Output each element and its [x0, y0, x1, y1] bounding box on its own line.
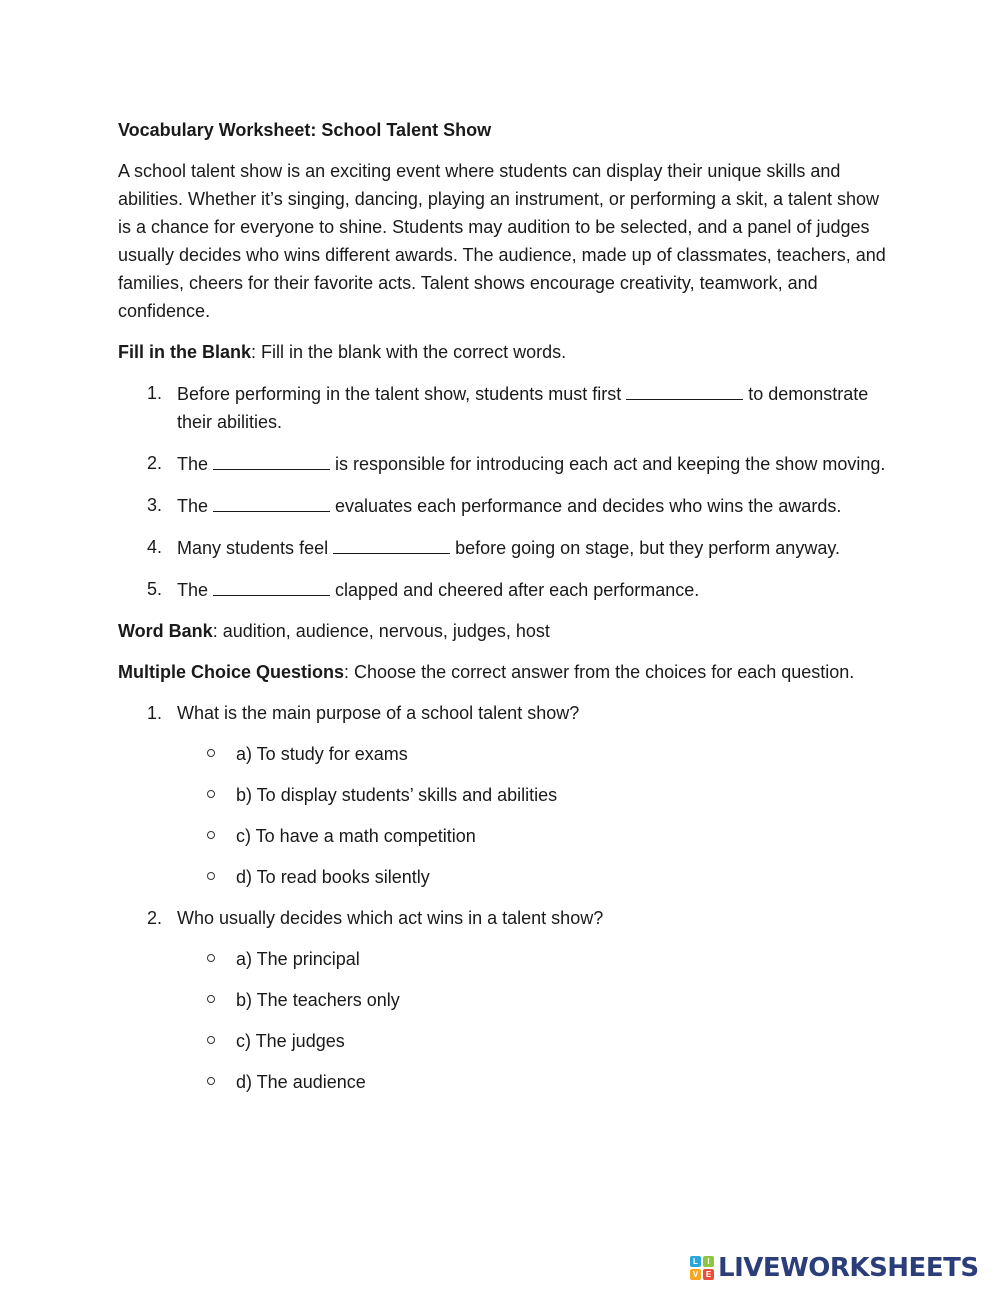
choice-option[interactable]: d) To read books silently — [177, 863, 888, 891]
logo-mark-icon — [690, 1256, 714, 1280]
circle-bullet-icon — [207, 749, 215, 757]
logo-mark-letter: L — [690, 1256, 701, 1267]
logo-mark-letter: V — [690, 1269, 701, 1280]
word-bank-heading: Word Bank — [118, 621, 213, 641]
answer-blank[interactable] — [213, 449, 330, 470]
circle-bullet-icon — [207, 831, 215, 839]
choice-option[interactable]: d) The audience — [177, 1068, 888, 1096]
question-item: 1. What is the main purpose of a school talent show? a) To study for exams b) To display students’ skills and abilities c) To have a math competition d) To read books silently — [118, 699, 888, 891]
multiple-choice-heading: Multiple Choice Questions — [118, 662, 345, 682]
choice-option[interactable]: c) The judges — [177, 1027, 888, 1055]
circle-bullet-icon — [207, 1036, 215, 1044]
question-text: What is the main purpose of a school talent show? — [177, 703, 580, 723]
choice-option[interactable]: a) The principal — [177, 945, 888, 973]
circle-bullet-icon — [207, 995, 215, 1003]
choice-list — [177, 945, 888, 1096]
circle-bullet-icon — [207, 1077, 215, 1085]
answer-blank[interactable] — [213, 491, 330, 512]
word-bank: Word Bank: audition, audience, nervous, judges, host — [118, 621, 550, 641]
fill-blank-item: 2. The is responsible for introducing each act and keeping the show moving. — [118, 449, 888, 478]
worksheet-title: Vocabulary Worksheet: School Talent Show — [118, 120, 492, 140]
question-text: Who usually decides which act wins in a talent show? — [177, 908, 604, 928]
logo-mark-letter: E — [703, 1269, 714, 1280]
fill-blank-item: 5. The clapped and cheered after each performance. — [118, 575, 888, 604]
fill-blank-instruction: Fill in the Blank: Fill in the blank with the correct words. — [118, 342, 567, 362]
choice-option[interactable]: c) To have a math competition — [177, 822, 888, 850]
question-item: 2. Who usually decides which act wins in a talent show? a) The principal b) The teachers only c) The judges d) The audience — [118, 904, 888, 1096]
answer-blank[interactable] — [626, 379, 743, 400]
circle-bullet-icon — [207, 790, 215, 798]
multiple-choice-list — [118, 699, 888, 1096]
fill-blank-list — [118, 379, 888, 604]
logo-mark-letter: I — [703, 1256, 714, 1267]
fill-blank-item: 1. Before performing in the talent show, students must first to demonstrate their abilities. — [118, 379, 888, 436]
fill-blank-item: 4. Many students feel before going on stage, but they perform anyway. — [118, 533, 888, 562]
choice-option[interactable]: b) The teachers only — [177, 986, 888, 1014]
liveworksheets-logo — [690, 1251, 979, 1285]
worksheet — [118, 116, 888, 1109]
multiple-choice-instruction: Multiple Choice Questions: Choose the correct answer from the choices for each question. — [118, 662, 855, 682]
circle-bullet-icon — [207, 872, 215, 880]
answer-blank[interactable] — [333, 533, 450, 554]
fill-blank-item: 3. The evaluates each performance and decides who wins the awards. — [118, 491, 888, 520]
answer-blank[interactable] — [213, 575, 330, 596]
choice-option[interactable]: a) To study for exams — [177, 740, 888, 768]
choice-option[interactable]: b) To display students’ skills and abilities — [177, 781, 888, 809]
intro-paragraph: A school talent show is an exciting event where students can display their unique skills and abilities. Whether it’s singing, dancing, playing an instrument, or performing a skit, a talent show is a chance for everyone to shine. Students may audition to be selected, and a panel of judges usually decides who wins different awards. The audience, made up of classmates, teachers, and families, cheers for their favorite acts. Talent shows encourage creativity, teamwork, and confidence. — [118, 161, 886, 321]
choice-list — [177, 740, 888, 891]
circle-bullet-icon — [207, 954, 215, 962]
fill-blank-heading: Fill in the Blank — [118, 342, 252, 362]
logo-text: LIVEWORKSHEETS — [718, 1253, 979, 1283]
